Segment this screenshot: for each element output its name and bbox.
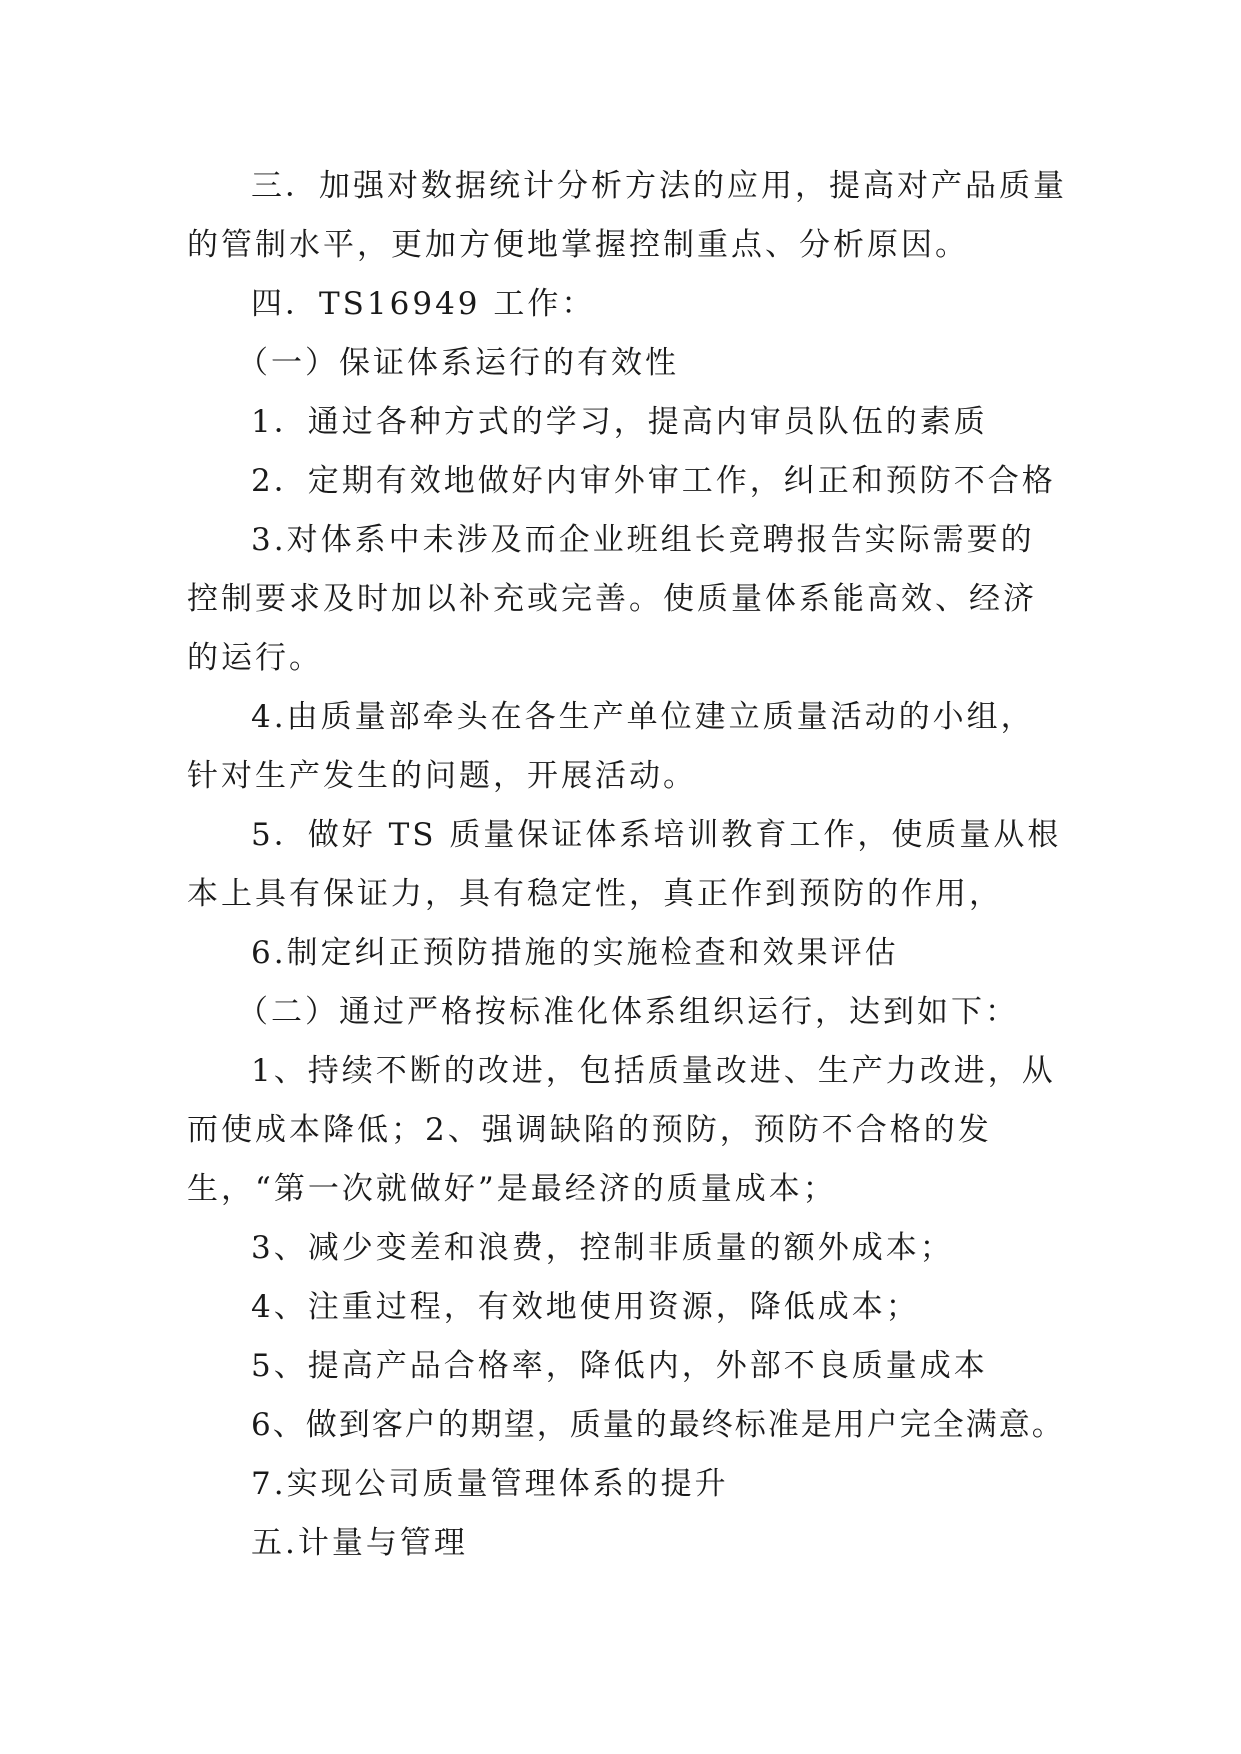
paragraph-goal-4: 4、注重过程，有效地使用资源，降低成本； (251, 1289, 920, 1325)
paragraph-item-2: 2．定期有效地做好内审外审工作，纠正和预防不合格 (251, 463, 1056, 499)
paragraph-goals-1-2: 1、持续不断的改进，包括质量改进、生产力改进，从而使成本降低；2、强调缺陷的预防，预防不合格的发生，“第一次就做好”是最经济的质量成本； (187, 1053, 1056, 1207)
paragraph-subsection-2-heading: （二）通过严格按标准化体系组织运行，达到如下： (237, 994, 1019, 1030)
paragraph-section-3: 三．加强对数据统计分析方法的应用，提高对产品质量的管制水平，更加方便地掌握控制重点、分析原因。 (187, 168, 1067, 263)
paragraph-item-3: 3.对体系中未涉及而企业班组长竞聘报告实际需要的控制要求及时加以补充或完善。使质量体系能高效、经济的运行。 (187, 522, 1037, 676)
paragraph-goal-3: 3、减少变差和浪费，控制非质量的额外成本； (251, 1230, 954, 1266)
paragraph-goal-6: 6、做到客户的期望，质量的最终标准是用户完全满意。 (251, 1407, 1065, 1443)
paragraph-item-1: 1．通过各种方式的学习，提高内审员队伍的素质 (251, 404, 988, 440)
paragraph-goal-5: 5、提高产品合格率，降低内，外部不良质量成本 (251, 1348, 988, 1384)
paragraph-item-4: 4.由质量部牵头在各生产单位建立质量活动的小组，针对生产发生的问题，开展活动。 (187, 699, 1035, 794)
paragraph-section-4-heading: 四．TS16949 工作： (251, 286, 596, 322)
paragraph-subsection-1-heading: （一）保证体系运行的有效性 (237, 345, 679, 381)
paragraph-item-6: 6.制定纠正预防措施的实施检查和效果评估 (251, 935, 899, 971)
paragraph-goal-7: 7.实现公司质量管理体系的提升 (251, 1466, 729, 1502)
paragraph-item-5: 5．做好 TS 质量保证体系培训教育工作，使质量从根本上具有保证力，具有稳定性，真正作到预防的作用， (187, 817, 1062, 912)
paragraph-section-5-heading: 五.计量与管理 (251, 1525, 468, 1561)
